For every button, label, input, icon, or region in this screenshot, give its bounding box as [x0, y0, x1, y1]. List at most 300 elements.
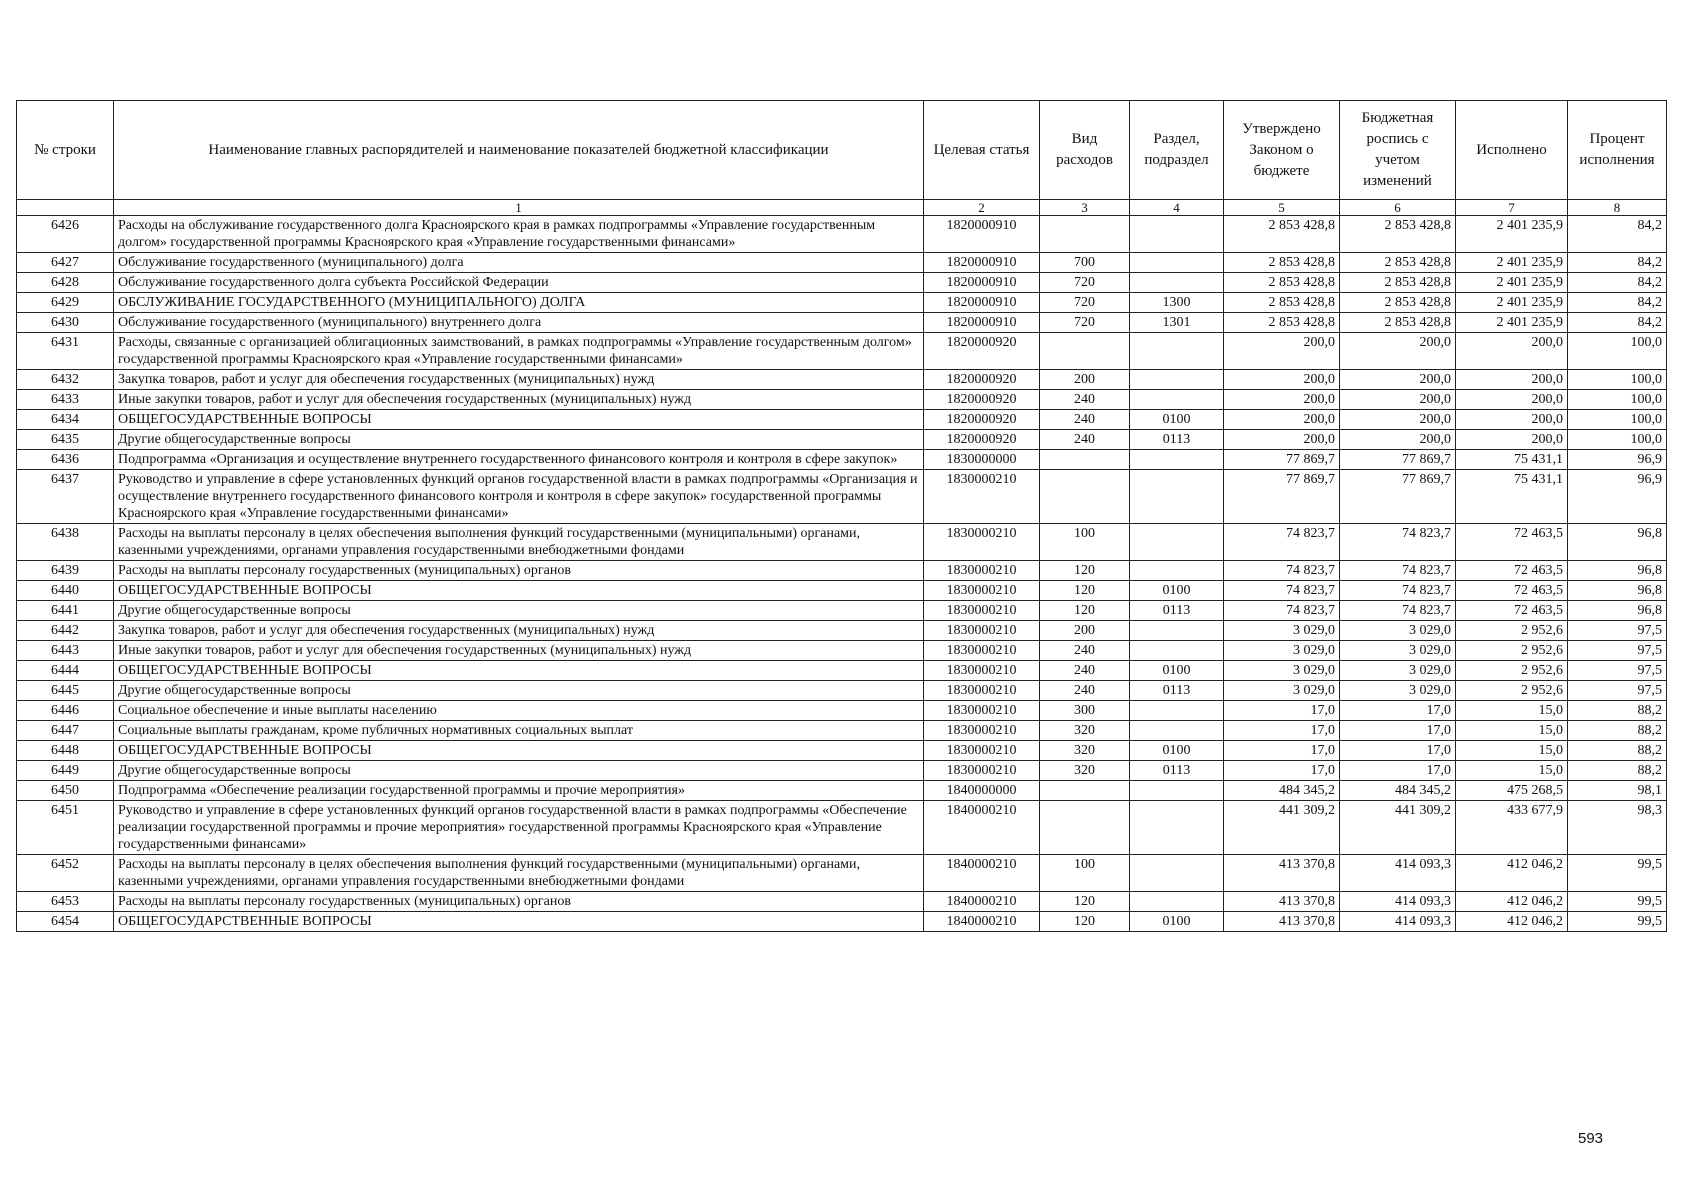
percent-cell: 97,5: [1568, 641, 1667, 661]
percent-cell: 84,2: [1568, 253, 1667, 273]
budget-schedule-cell: 2 853 428,8: [1340, 216, 1456, 253]
column-number: 8: [1568, 200, 1667, 216]
executed-cell: 412 046,2: [1456, 912, 1568, 932]
header-section: Раздел, подраздел: [1130, 101, 1224, 200]
target-article-cell: 1830000210: [924, 470, 1040, 524]
percent-cell: 97,5: [1568, 621, 1667, 641]
approved-cell: 200,0: [1224, 333, 1340, 370]
target-article-cell: 1840000000: [924, 781, 1040, 801]
approved-cell: 77 869,7: [1224, 450, 1340, 470]
header-executed: Исполнено: [1456, 101, 1568, 200]
table-row: [17, 661, 1667, 681]
approved-cell: 2 853 428,8: [1224, 216, 1340, 253]
target-article-cell: 1830000210: [924, 681, 1040, 701]
section-cell: [1130, 721, 1224, 741]
executed-cell: 2 401 235,9: [1456, 293, 1568, 313]
percent-cell: 88,2: [1568, 761, 1667, 781]
row-name-cell: Закупка товаров, работ и услуг для обеспечения государственных (муниципальных) нужд: [114, 370, 924, 390]
row-number-cell: 6427: [17, 253, 114, 273]
budget-table-sheet: [16, 100, 1666, 932]
table-row: [17, 701, 1667, 721]
budget-schedule-cell: 414 093,3: [1340, 892, 1456, 912]
row-number-cell: 6432: [17, 370, 114, 390]
target-article-cell: 1830000210: [924, 721, 1040, 741]
row-number-cell: 6443: [17, 641, 114, 661]
expense-type-cell: 240: [1040, 390, 1130, 410]
budget-schedule-cell: 200,0: [1340, 410, 1456, 430]
executed-cell: 2 952,6: [1456, 661, 1568, 681]
approved-cell: 2 853 428,8: [1224, 313, 1340, 333]
expense-type-cell: 240: [1040, 430, 1130, 450]
expense-type-cell: 320: [1040, 761, 1130, 781]
approved-cell: 484 345,2: [1224, 781, 1340, 801]
expense-type-cell: [1040, 470, 1130, 524]
row-number-cell: 6428: [17, 273, 114, 293]
row-name-cell: Расходы на выплаты персоналу государственных (муниципальных) органов: [114, 561, 924, 581]
expense-type-cell: 120: [1040, 561, 1130, 581]
executed-cell: 412 046,2: [1456, 892, 1568, 912]
budget-schedule-cell: 74 823,7: [1340, 524, 1456, 561]
expense-type-cell: 100: [1040, 855, 1130, 892]
percent-cell: 96,8: [1568, 524, 1667, 561]
budget-schedule-cell: 74 823,7: [1340, 601, 1456, 621]
row-name-cell: ОБЩЕГОСУДАРСТВЕННЫЕ ВОПРОСЫ: [114, 912, 924, 932]
row-number-cell: 6449: [17, 761, 114, 781]
column-number-row: [17, 200, 1667, 216]
section-cell: [1130, 855, 1224, 892]
section-cell: [1130, 390, 1224, 410]
column-number: 1: [114, 200, 924, 216]
section-cell: [1130, 701, 1224, 721]
target-article-cell: 1820000920: [924, 390, 1040, 410]
executed-cell: 412 046,2: [1456, 855, 1568, 892]
budget-schedule-cell: 74 823,7: [1340, 561, 1456, 581]
target-article-cell: 1820000910: [924, 293, 1040, 313]
executed-cell: 72 463,5: [1456, 601, 1568, 621]
row-name-cell: Расходы на выплаты персоналу в целях обеспечения выполнения функций государственными (муниципальными) органами, казенными учреждениями, органами управления государственными внебюджетными фондами: [114, 524, 924, 561]
section-cell: 0100: [1130, 410, 1224, 430]
budget-schedule-cell: 200,0: [1340, 370, 1456, 390]
row-name-cell: ОБЩЕГОСУДАРСТВЕННЫЕ ВОПРОСЫ: [114, 661, 924, 681]
percent-cell: 97,5: [1568, 681, 1667, 701]
executed-cell: 15,0: [1456, 741, 1568, 761]
section-cell: 1301: [1130, 313, 1224, 333]
approved-cell: 74 823,7: [1224, 601, 1340, 621]
row-name-cell: Иные закупки товаров, работ и услуг для обеспечения государственных (муниципальных) нужд: [114, 641, 924, 661]
budget-schedule-cell: 200,0: [1340, 430, 1456, 450]
target-article-cell: 1840000210: [924, 801, 1040, 855]
target-article-cell: 1830000210: [924, 581, 1040, 601]
table-row: [17, 781, 1667, 801]
executed-cell: 200,0: [1456, 390, 1568, 410]
section-cell: [1130, 253, 1224, 273]
budget-schedule-cell: 3 029,0: [1340, 681, 1456, 701]
approved-cell: 2 853 428,8: [1224, 273, 1340, 293]
budget-schedule-cell: 77 869,7: [1340, 470, 1456, 524]
percent-cell: 100,0: [1568, 390, 1667, 410]
budget-schedule-cell: 17,0: [1340, 761, 1456, 781]
table-row: [17, 855, 1667, 892]
table-row: [17, 293, 1667, 313]
approved-cell: 74 823,7: [1224, 524, 1340, 561]
table-row: [17, 216, 1667, 253]
table-row: [17, 581, 1667, 601]
expense-type-cell: [1040, 781, 1130, 801]
header-approved: Утверждено Законом о бюджете: [1224, 101, 1340, 200]
section-cell: [1130, 370, 1224, 390]
expense-type-cell: 720: [1040, 293, 1130, 313]
table-row: [17, 333, 1667, 370]
row-name-cell: Расходы на обслуживание государственного долга Красноярского края в рамках подпрограммы «Управление государственным долгом» государственной программы Красноярского края «Управление государственными финансами»: [114, 216, 924, 253]
section-cell: 1300: [1130, 293, 1224, 313]
expense-type-cell: [1040, 333, 1130, 370]
target-article-cell: 1820000920: [924, 430, 1040, 450]
row-number-cell: 6450: [17, 781, 114, 801]
target-article-cell: 1830000210: [924, 561, 1040, 581]
executed-cell: 2 401 235,9: [1456, 216, 1568, 253]
budget-schedule-cell: 414 093,3: [1340, 855, 1456, 892]
row-name-cell: Подпрограмма «Обеспечение реализации государственной программы и прочие мероприятия»: [114, 781, 924, 801]
section-cell: [1130, 524, 1224, 561]
executed-cell: 72 463,5: [1456, 561, 1568, 581]
target-article-cell: 1830000210: [924, 601, 1040, 621]
table-row: [17, 450, 1667, 470]
row-number-cell: 6436: [17, 450, 114, 470]
approved-cell: 2 853 428,8: [1224, 253, 1340, 273]
approved-cell: 413 370,8: [1224, 892, 1340, 912]
row-name-cell: Иные закупки товаров, работ и услуг для обеспечения государственных (муниципальных) нужд: [114, 390, 924, 410]
executed-cell: 200,0: [1456, 333, 1568, 370]
row-number-cell: 6430: [17, 313, 114, 333]
row-number-cell: 6438: [17, 524, 114, 561]
header-expense-type: Вид расходов: [1040, 101, 1130, 200]
percent-cell: 99,5: [1568, 912, 1667, 932]
row-name-cell: ОБЩЕГОСУДАРСТВЕННЫЕ ВОПРОСЫ: [114, 410, 924, 430]
row-name-cell: Социальное обеспечение и иные выплаты населению: [114, 701, 924, 721]
approved-cell: 413 370,8: [1224, 855, 1340, 892]
section-cell: [1130, 781, 1224, 801]
table-row: [17, 430, 1667, 450]
expense-type-cell: [1040, 450, 1130, 470]
table-row: [17, 470, 1667, 524]
budget-schedule-cell: 414 093,3: [1340, 912, 1456, 932]
section-cell: 0100: [1130, 912, 1224, 932]
table-row: [17, 524, 1667, 561]
target-article-cell: 1840000210: [924, 912, 1040, 932]
table-header-row: [17, 101, 1667, 200]
table-row: [17, 273, 1667, 293]
section-cell: [1130, 641, 1224, 661]
header-budget-schedule: Бюджетная роспись с учетом изменений: [1340, 101, 1456, 200]
row-number-cell: 6431: [17, 333, 114, 370]
section-cell: 0113: [1130, 681, 1224, 701]
approved-cell: 200,0: [1224, 390, 1340, 410]
expense-type-cell: 320: [1040, 741, 1130, 761]
target-article-cell: 1820000910: [924, 273, 1040, 293]
table-row: [17, 721, 1667, 741]
percent-cell: 100,0: [1568, 410, 1667, 430]
approved-cell: 2 853 428,8: [1224, 293, 1340, 313]
budget-schedule-cell: 2 853 428,8: [1340, 313, 1456, 333]
expense-type-cell: 720: [1040, 313, 1130, 333]
percent-cell: 100,0: [1568, 430, 1667, 450]
approved-cell: 3 029,0: [1224, 661, 1340, 681]
expense-type-cell: [1040, 801, 1130, 855]
target-article-cell: 1830000210: [924, 524, 1040, 561]
expense-type-cell: 200: [1040, 370, 1130, 390]
percent-cell: 88,2: [1568, 701, 1667, 721]
executed-cell: 72 463,5: [1456, 524, 1568, 561]
row-number-cell: 6440: [17, 581, 114, 601]
executed-cell: 2 952,6: [1456, 681, 1568, 701]
row-name-cell: ОБЩЕГОСУДАРСТВЕННЫЕ ВОПРОСЫ: [114, 581, 924, 601]
section-cell: [1130, 333, 1224, 370]
approved-cell: 17,0: [1224, 721, 1340, 741]
executed-cell: 15,0: [1456, 701, 1568, 721]
percent-cell: 96,8: [1568, 581, 1667, 601]
expense-type-cell: 300: [1040, 701, 1130, 721]
section-cell: [1130, 621, 1224, 641]
table-row: [17, 621, 1667, 641]
row-name-cell: ОБСЛУЖИВАНИЕ ГОСУДАРСТВЕННОГО (МУНИЦИПАЛЬНОГО) ДОЛГА: [114, 293, 924, 313]
section-cell: 0100: [1130, 741, 1224, 761]
percent-cell: 100,0: [1568, 370, 1667, 390]
budget-execution-table: [16, 100, 1667, 932]
approved-cell: 200,0: [1224, 370, 1340, 390]
budget-schedule-cell: 17,0: [1340, 701, 1456, 721]
column-number: 7: [1456, 200, 1568, 216]
target-article-cell: 1830000210: [924, 761, 1040, 781]
target-article-cell: 1820000920: [924, 410, 1040, 430]
table-row: [17, 561, 1667, 581]
row-name-cell: Расходы, связанные с организацией облигационных заимствований, в рамках подпрограммы «Управление государственным долгом» государственной программы Красноярского края «Управление государственными финансами»: [114, 333, 924, 370]
table-row: [17, 313, 1667, 333]
expense-type-cell: 200: [1040, 621, 1130, 641]
section-cell: 0100: [1130, 661, 1224, 681]
approved-cell: 413 370,8: [1224, 912, 1340, 932]
executed-cell: 2 952,6: [1456, 641, 1568, 661]
budget-schedule-cell: 17,0: [1340, 721, 1456, 741]
table-row: [17, 892, 1667, 912]
approved-cell: 74 823,7: [1224, 561, 1340, 581]
row-number-cell: 6448: [17, 741, 114, 761]
row-name-cell: Расходы на выплаты персоналу в целях обеспечения выполнения функций государственными (муниципальными) органами, казенными учреждениями, органами управления государственными внебюджетными фондами: [114, 855, 924, 892]
table-row: [17, 641, 1667, 661]
executed-cell: 200,0: [1456, 430, 1568, 450]
budget-schedule-cell: 77 869,7: [1340, 450, 1456, 470]
target-article-cell: 1820000920: [924, 333, 1040, 370]
row-name-cell: Обслуживание государственного (муниципального) долга: [114, 253, 924, 273]
executed-cell: 475 268,5: [1456, 781, 1568, 801]
row-name-cell: Подпрограмма «Организация и осуществление внутреннего государственного финансового контроля и контроля в сфере закупок»: [114, 450, 924, 470]
approved-cell: 3 029,0: [1224, 681, 1340, 701]
row-number-cell: 6435: [17, 430, 114, 450]
table-row: [17, 761, 1667, 781]
row-name-cell: Другие общегосударственные вопросы: [114, 430, 924, 450]
table-row: [17, 410, 1667, 430]
budget-schedule-cell: 17,0: [1340, 741, 1456, 761]
row-number-cell: 6446: [17, 701, 114, 721]
row-number-cell: 6437: [17, 470, 114, 524]
header-target-article: Целевая статья: [924, 101, 1040, 200]
section-cell: [1130, 892, 1224, 912]
percent-cell: 96,9: [1568, 470, 1667, 524]
target-article-cell: 1830000210: [924, 641, 1040, 661]
approved-cell: 200,0: [1224, 430, 1340, 450]
executed-cell: 433 677,9: [1456, 801, 1568, 855]
table-row: [17, 601, 1667, 621]
approved-cell: 77 869,7: [1224, 470, 1340, 524]
section-cell: 0100: [1130, 581, 1224, 601]
percent-cell: 99,5: [1568, 892, 1667, 912]
target-article-cell: 1830000210: [924, 621, 1040, 641]
percent-cell: 84,2: [1568, 293, 1667, 313]
row-name-cell: Расходы на выплаты персоналу государственных (муниципальных) органов: [114, 892, 924, 912]
target-article-cell: 1820000910: [924, 216, 1040, 253]
expense-type-cell: 120: [1040, 912, 1130, 932]
row-number-cell: 6452: [17, 855, 114, 892]
column-number: 5: [1224, 200, 1340, 216]
executed-cell: 2 401 235,9: [1456, 273, 1568, 293]
expense-type-cell: 240: [1040, 681, 1130, 701]
budget-schedule-cell: 484 345,2: [1340, 781, 1456, 801]
row-name-cell: Обслуживание государственного (муниципального) внутреннего долга: [114, 313, 924, 333]
column-number: 3: [1040, 200, 1130, 216]
target-article-cell: 1820000920: [924, 370, 1040, 390]
column-number: 2: [924, 200, 1040, 216]
expense-type-cell: 720: [1040, 273, 1130, 293]
target-article-cell: 1830000210: [924, 701, 1040, 721]
row-number-cell: 6429: [17, 293, 114, 313]
row-number-cell: 6445: [17, 681, 114, 701]
table-row: [17, 370, 1667, 390]
row-name-cell: Другие общегосударственные вопросы: [114, 601, 924, 621]
executed-cell: 72 463,5: [1456, 581, 1568, 601]
row-number-cell: 6433: [17, 390, 114, 410]
approved-cell: 3 029,0: [1224, 621, 1340, 641]
budget-schedule-cell: 2 853 428,8: [1340, 273, 1456, 293]
row-number-cell: 6434: [17, 410, 114, 430]
percent-cell: 98,1: [1568, 781, 1667, 801]
expense-type-cell: 120: [1040, 581, 1130, 601]
table-body: [17, 216, 1667, 932]
percent-cell: 88,2: [1568, 741, 1667, 761]
percent-cell: 84,2: [1568, 313, 1667, 333]
expense-type-cell: 240: [1040, 641, 1130, 661]
row-name-cell: Руководство и управление в сфере установленных функций органов государственной власти в рамках подпрограммы «Обеспечение реализации государственной программы и прочие мероприятия» государственной программы Красноярского края «Управление государственными финансами»: [114, 801, 924, 855]
percent-cell: 88,2: [1568, 721, 1667, 741]
page-number: 593: [1578, 1130, 1604, 1147]
section-cell: 0113: [1130, 601, 1224, 621]
executed-cell: 75 431,1: [1456, 450, 1568, 470]
percent-cell: 98,3: [1568, 801, 1667, 855]
budget-schedule-cell: 3 029,0: [1340, 661, 1456, 681]
table-row: [17, 390, 1667, 410]
row-number-cell: 6453: [17, 892, 114, 912]
expense-type-cell: 100: [1040, 524, 1130, 561]
budget-schedule-cell: 200,0: [1340, 390, 1456, 410]
target-article-cell: 1830000000: [924, 450, 1040, 470]
row-number-cell: 6426: [17, 216, 114, 253]
row-name-cell: Другие общегосударственные вопросы: [114, 681, 924, 701]
budget-schedule-cell: 441 309,2: [1340, 801, 1456, 855]
expense-type-cell: 320: [1040, 721, 1130, 741]
row-name-cell: Руководство и управление в сфере установленных функций органов государственной власти в рамках подпрограммы «Организация и осуществление внутреннего государственного финансового контроля и контроля в сфере закупок» государственной программы Красноярского края «Управление государственными финансами»: [114, 470, 924, 524]
approved-cell: 200,0: [1224, 410, 1340, 430]
section-cell: [1130, 216, 1224, 253]
section-cell: [1130, 470, 1224, 524]
section-cell: [1130, 273, 1224, 293]
section-cell: [1130, 561, 1224, 581]
percent-cell: 97,5: [1568, 661, 1667, 681]
header-row-number: № строки: [17, 101, 114, 200]
approved-cell: 17,0: [1224, 761, 1340, 781]
section-cell: 0113: [1130, 430, 1224, 450]
row-name-cell: Обслуживание государственного долга субъекта Российской Федерации: [114, 273, 924, 293]
row-number-cell: 6447: [17, 721, 114, 741]
approved-cell: 17,0: [1224, 741, 1340, 761]
column-number: 6: [1340, 200, 1456, 216]
row-name-cell: Другие общегосударственные вопросы: [114, 761, 924, 781]
executed-cell: 15,0: [1456, 721, 1568, 741]
target-article-cell: 1820000910: [924, 253, 1040, 273]
row-number-cell: 6442: [17, 621, 114, 641]
approved-cell: 17,0: [1224, 701, 1340, 721]
header-percent: Процент исполнения: [1568, 101, 1667, 200]
approved-cell: 3 029,0: [1224, 641, 1340, 661]
table-row: [17, 681, 1667, 701]
row-number-cell: 6454: [17, 912, 114, 932]
row-number-cell: 6441: [17, 601, 114, 621]
executed-cell: 2 401 235,9: [1456, 313, 1568, 333]
row-number-cell: 6451: [17, 801, 114, 855]
percent-cell: 99,5: [1568, 855, 1667, 892]
percent-cell: 96,8: [1568, 601, 1667, 621]
column-number: [17, 200, 114, 216]
target-article-cell: 1840000210: [924, 855, 1040, 892]
row-number-cell: 6444: [17, 661, 114, 681]
row-name-cell: ОБЩЕГОСУДАРСТВЕННЫЕ ВОПРОСЫ: [114, 741, 924, 761]
executed-cell: 15,0: [1456, 761, 1568, 781]
section-cell: 0113: [1130, 761, 1224, 781]
expense-type-cell: [1040, 216, 1130, 253]
row-name-cell: Социальные выплаты гражданам, кроме публичных нормативных социальных выплат: [114, 721, 924, 741]
target-article-cell: 1820000910: [924, 313, 1040, 333]
expense-type-cell: 240: [1040, 661, 1130, 681]
percent-cell: 96,9: [1568, 450, 1667, 470]
budget-schedule-cell: 3 029,0: [1340, 621, 1456, 641]
percent-cell: 100,0: [1568, 333, 1667, 370]
percent-cell: 96,8: [1568, 561, 1667, 581]
column-number: 4: [1130, 200, 1224, 216]
table-row: [17, 912, 1667, 932]
executed-cell: 2 952,6: [1456, 621, 1568, 641]
row-number-cell: 6439: [17, 561, 114, 581]
section-cell: [1130, 450, 1224, 470]
executed-cell: 75 431,1: [1456, 470, 1568, 524]
section-cell: [1130, 801, 1224, 855]
budget-schedule-cell: 2 853 428,8: [1340, 293, 1456, 313]
budget-schedule-cell: 3 029,0: [1340, 641, 1456, 661]
executed-cell: 200,0: [1456, 410, 1568, 430]
percent-cell: 84,2: [1568, 273, 1667, 293]
approved-cell: 74 823,7: [1224, 581, 1340, 601]
table-row: [17, 801, 1667, 855]
budget-schedule-cell: 2 853 428,8: [1340, 253, 1456, 273]
expense-type-cell: 120: [1040, 892, 1130, 912]
percent-cell: 84,2: [1568, 216, 1667, 253]
budget-schedule-cell: 200,0: [1340, 333, 1456, 370]
